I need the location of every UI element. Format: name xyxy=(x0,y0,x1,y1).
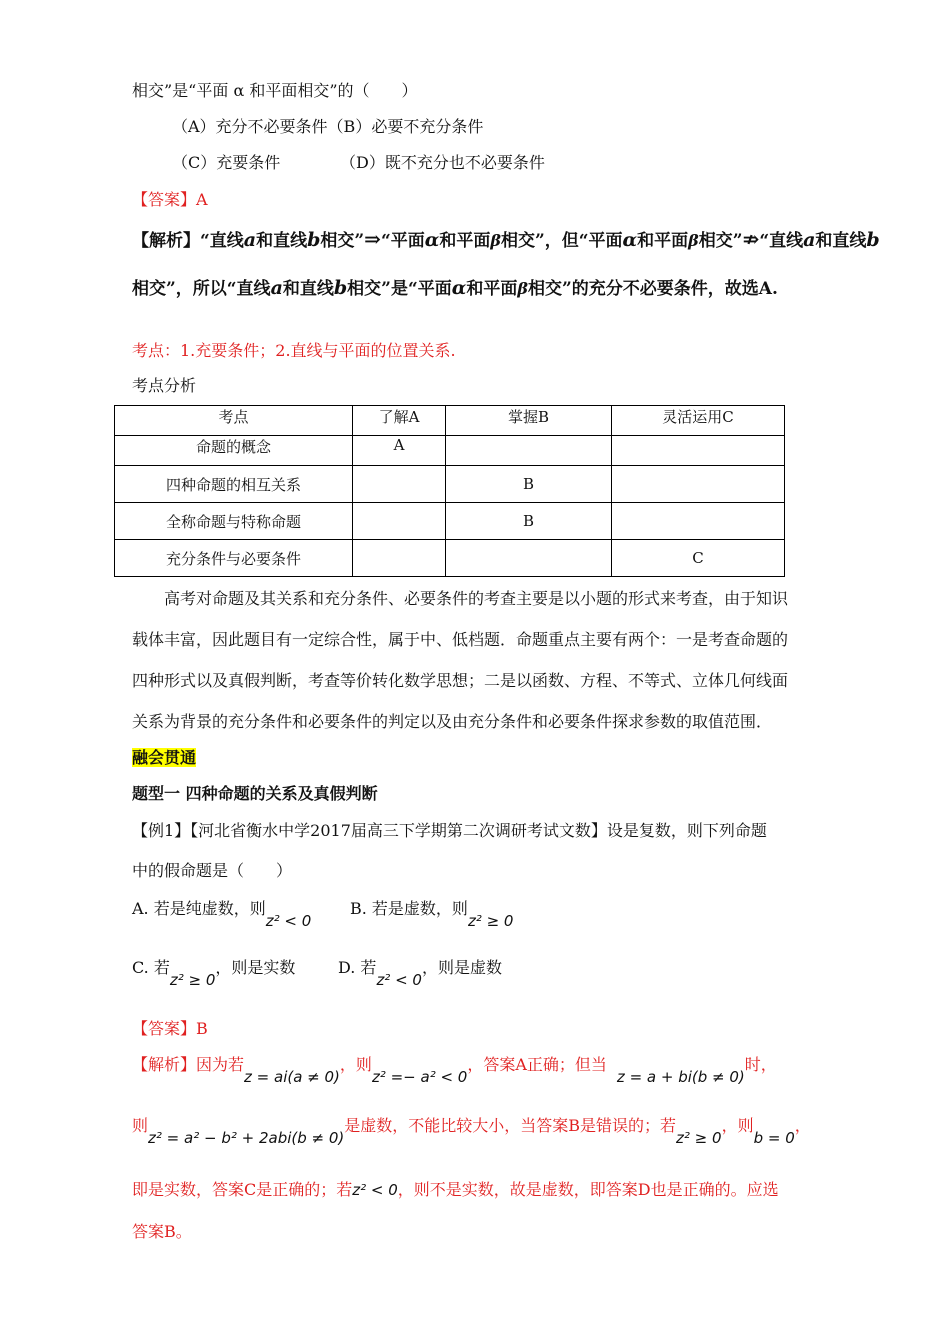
table-row: 命题的概念 A xyxy=(115,436,785,466)
table-row: 全称命题与特称命题 B xyxy=(115,503,785,540)
th-linghuo: 灵活运用C xyxy=(612,406,785,436)
table-row: 充分条件与必要条件 C xyxy=(115,540,785,577)
para-line: 关系为背景的充分条件和必要条件的判定以及由充分条件和必要条件探求参数的取值范围． xyxy=(132,712,773,731)
para-line: 四种形式以及真假判断，考查等价转化数学思想；二是以函数、方程、不等式、立体几何线面 xyxy=(132,671,789,690)
example-line: 【例1】【河北省衡水中学2017届高三下学期第二次调研考试文数】设是复数，则下列命题 xyxy=(132,821,767,840)
example-line: 中的假命题是（ ） xyxy=(132,861,293,880)
question-line: 相交”是“平面 α 和平面相交”的（ ） xyxy=(132,81,418,100)
analysis-2-line2: 则z² = a² − b² + 2abi(b ≠ 0)是虚数，不能比较大小，当答案B是错误的；若z² ≥ 0，则b = 0， xyxy=(132,1116,811,1147)
para-line: 载体丰富，因此题目有一定综合性，属于中、低档题．命题重点主要有两个：一是考查命题的 xyxy=(132,630,789,649)
option-a: A. 若是纯虚数，则z² < 0 xyxy=(132,899,312,930)
table-row: 四种命题的相互关系 B xyxy=(115,466,785,503)
analysis-1-line1: 【解析】“直线a和直线b相交”⇒“平面α和平面β相交”，但“平面α和平面β相交”⇏“直线a和直线b xyxy=(132,227,880,251)
answer-1: 【答案】A xyxy=(132,190,208,209)
analysis-2-line1: 【解析】因为若z = ai(a ≠ 0)，则z² =− a² < 0，答案A正确；但当z = a + bi(b ≠ 0)时， xyxy=(132,1055,777,1086)
th-liaojie: 了解A xyxy=(353,406,446,436)
option-d: （D）既不充分也不必要条件 xyxy=(340,153,545,172)
option-c2: C. 若z² ≥ 0，则是实数 xyxy=(132,958,296,989)
th-kaodian: 考点 xyxy=(115,406,353,436)
para-line: 高考对命题及其关系和充分条件、必要条件的考查主要是以小题的形式来考查，由于知识 xyxy=(164,589,789,608)
analysis-1-line2: 相交”，所以“直线a和直线b相交”是“平面α和平面β相交”的充分不必要条件，故选A. xyxy=(132,277,778,299)
option-ab: （A）充分不必要条件（B）必要不充分条件 xyxy=(172,117,484,136)
answer-2: 【答案】B xyxy=(132,1019,208,1038)
option-b: B. 若是虚数，则z² ≥ 0 xyxy=(350,899,514,930)
analysis-2-line4: 答案B。 xyxy=(132,1222,192,1241)
analysis-title: 考点分析 xyxy=(132,376,197,395)
option-d2: D. 若z² < 0，则是虚数 xyxy=(338,958,502,989)
section-heading: 融会贯通 xyxy=(132,748,197,767)
type-heading: 题型一 四种命题的关系及真假判断 xyxy=(132,784,378,803)
kaodian-table xyxy=(114,405,785,577)
table-header-row xyxy=(115,406,785,436)
option-c: （C）充要条件 xyxy=(172,153,281,172)
kaodian: 考点：1.充要条件；2.直线与平面的位置关系. xyxy=(132,341,456,360)
th-zhangwo: 掌握B xyxy=(446,406,612,436)
analysis-2-line3: 即是实数，答案C是正确的；若z² < 0，则不是实数，故是虚数，即答案D也是正确的。应选 xyxy=(132,1180,779,1199)
